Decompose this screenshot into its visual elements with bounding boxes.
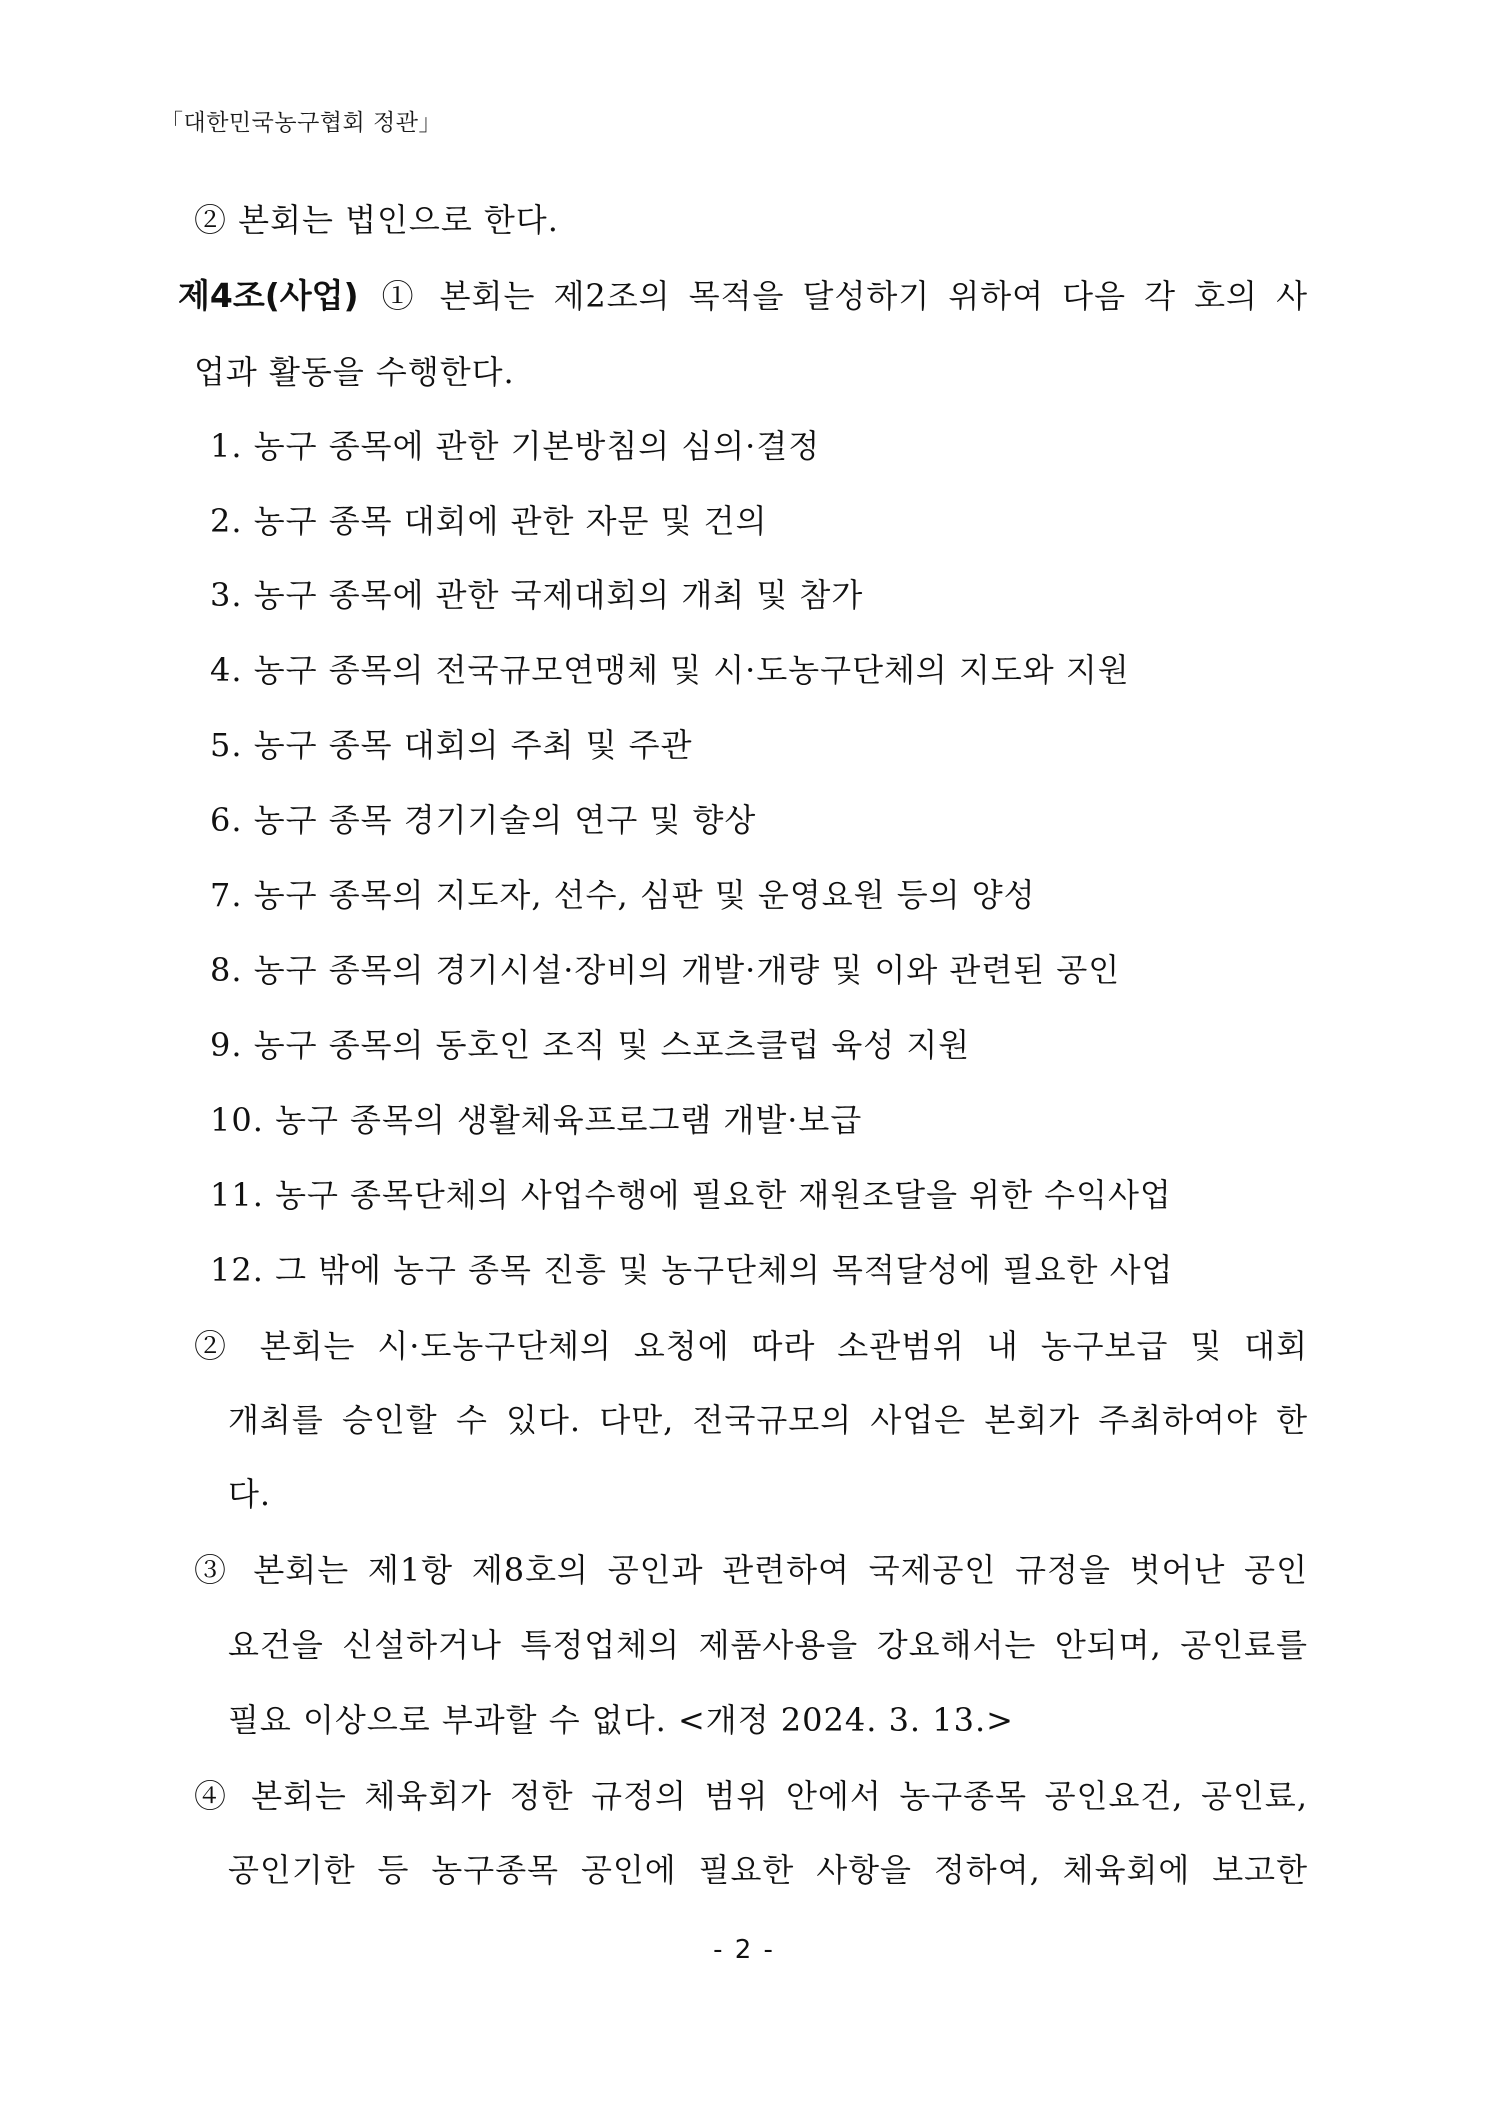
article4-item-10: 10. 농구 종목의 생활체육프로그램 개발·보급 [210, 1101, 863, 1139]
article4-item-11: 11. 농구 종목단체의 사업수행에 필요한 재원조달을 위한 수익사업 [210, 1176, 1172, 1214]
article4-item-4: 4. 농구 종목의 전국규모연맹체 및 시·도농구단체의 지도와 지원 [210, 651, 1130, 689]
article4-item-3: 3. 농구 종목에 관한 국제대회의 개최 및 참가 [210, 576, 864, 614]
article4-paragraph4-line2: 공인기한 등 농구종목 공인에 필요한 사항을 정하여, 체육회에 보고한 [228, 1851, 1308, 1889]
article4-item-12: 12. 그 밖에 농구 종목 진흥 및 농구단체의 목적달성에 필요한 사업 [210, 1251, 1174, 1289]
article4-item-7: 7. 농구 종목의 지도자, 선수, 심판 및 운영요원 등의 양성 [210, 876, 1036, 914]
article4-item-5: 5. 농구 종목 대회의 주최 및 주관 [210, 726, 693, 764]
page-number: - 2 - [713, 1935, 775, 1965]
article4-paragraph4-line1: ④ 본회는 체육회가 정한 규정의 범위 안에서 농구종목 공인요건, 공인료, [194, 1777, 1308, 1815]
article4-item-1: 1. 농구 종목에 관한 기본방침의 심의·결정 [210, 427, 821, 465]
article4-paragraph1-line1 [178, 276, 1308, 316]
article4-item-9: 9. 농구 종목의 동호인 조직 및 스포츠클럽 육성 지원 [210, 1026, 971, 1064]
article4-item-2: 2. 농구 종목 대회에 관한 자문 및 건의 [210, 502, 768, 540]
article4-paragraph1-text: ① 본회는 제2조의 목적을 달성하기 위하여 다음 각 호의 사 [374, 277, 1308, 315]
article4-paragraph2-line2: 개최를 승인할 수 있다. 다만, 전국규모의 사업은 본회가 주최하여야 한 [228, 1401, 1308, 1439]
article4-paragraph3-line2: 요건을 신설하거나 특정업체의 제품사용을 강요해서는 안되며, 공인료를 [228, 1626, 1308, 1664]
document-header: 「대한민국농구협회 정관」 [160, 110, 442, 136]
article4-paragraph3-line1: ③ 본회는 제1항 제8호의 공인과 관련하여 국제공인 규정을 벗어난 공인 [194, 1551, 1308, 1589]
article4-title: 제4조(사업) [178, 276, 359, 315]
article4-paragraph2-line1: ② 본회는 시·도농구단체의 요청에 따라 소관범위 내 농구보급 및 대회 [194, 1327, 1308, 1365]
article4-paragraph2-line3: 다. [228, 1475, 272, 1513]
article3-paragraph2: ② 본회는 법인으로 한다. [194, 201, 559, 239]
article4-item-8: 8. 농구 종목의 경기시설·장비의 개발·개량 및 이와 관련된 공인 [210, 951, 1121, 989]
article4-paragraph3-line3: 필요 이상으로 부과할 수 없다. <개정 2024. 3. 13.> [228, 1701, 1014, 1739]
article4-paragraph1-line2: 업과 활동을 수행한다. [194, 353, 515, 391]
article4-item-6: 6. 농구 종목 경기기술의 연구 및 향상 [210, 801, 757, 839]
